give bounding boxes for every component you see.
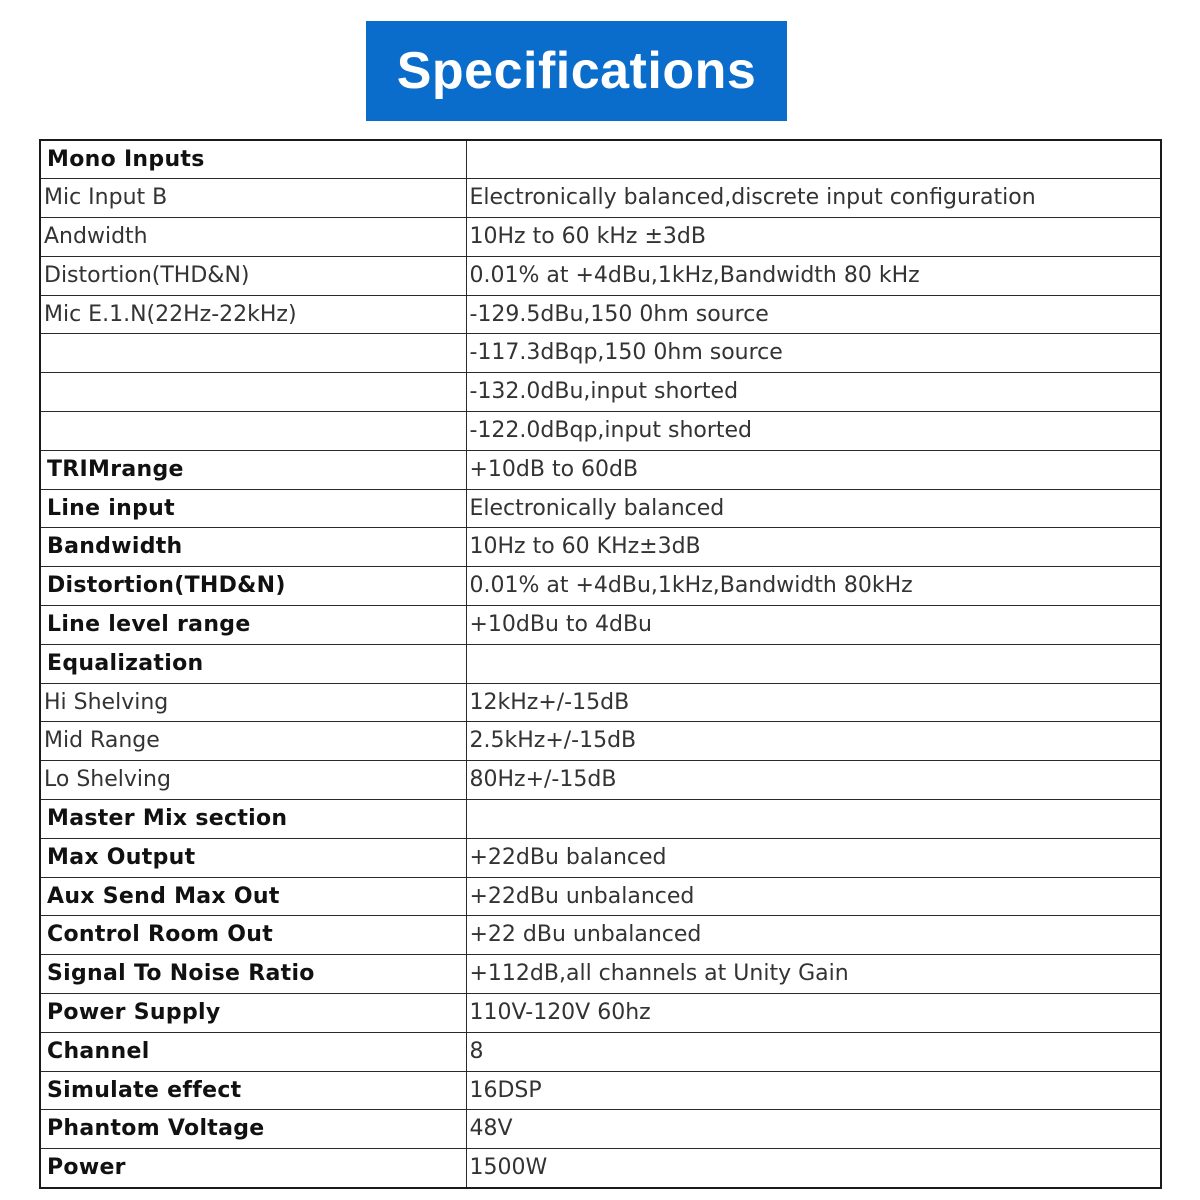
table-row [40, 1110, 1161, 1149]
spec-label: Power Supply [40, 994, 466, 1033]
spec-label: Phantom Voltage [40, 1110, 466, 1149]
table-row [40, 528, 1161, 567]
spec-label: Mono Inputs [40, 140, 466, 179]
table-row [40, 179, 1161, 218]
spec-label: Mic E.1.N(22Hz-22kHz) [40, 295, 466, 334]
spec-label: Control Room Out [40, 916, 466, 955]
table-row [40, 955, 1161, 994]
spec-value: 16DSP [466, 1071, 1161, 1110]
spec-label: Hi Shelving [40, 683, 466, 722]
spec-value: +112dB,all channels at Unity Gain [466, 955, 1161, 994]
table-row [40, 606, 1161, 645]
spec-value: 8 [466, 1032, 1161, 1071]
spec-value: 2.5kHz+/-15dB [466, 722, 1161, 761]
table-row [40, 683, 1161, 722]
spec-label: Distortion(THD&N) [40, 567, 466, 606]
spec-value: -129.5dBu,150 0hm source [466, 295, 1161, 334]
spec-label: TRIMrange [40, 450, 466, 489]
spec-label: Mid Range [40, 722, 466, 761]
spec-value: +10dBu to 4dBu [466, 606, 1161, 645]
page-title: Specifications [366, 21, 787, 121]
spec-label: Mic Input B [40, 179, 466, 218]
table-row [40, 489, 1161, 528]
table-row [40, 1071, 1161, 1110]
spec-value: -122.0dBqp,input shorted [466, 412, 1161, 451]
table-row [40, 295, 1161, 334]
spec-label: Aux Send Max Out [40, 877, 466, 916]
spec-value [466, 644, 1161, 683]
spec-value [466, 140, 1161, 179]
table-row [40, 567, 1161, 606]
spec-value: 12kHz+/-15dB [466, 683, 1161, 722]
spec-value: Electronically balanced,discrete input configuration [466, 179, 1161, 218]
spec-value: 0.01% at +4dBu,1kHz,Bandwidth 80 kHz [466, 256, 1161, 295]
spec-label [40, 412, 466, 451]
table-row [40, 1149, 1161, 1188]
spec-label [40, 373, 466, 412]
table-row [40, 877, 1161, 916]
table-row [40, 334, 1161, 373]
table-row [40, 761, 1161, 800]
table-row [40, 256, 1161, 295]
table-row [40, 373, 1161, 412]
table-row [40, 1032, 1161, 1071]
spec-value: Electronically balanced [466, 489, 1161, 528]
specifications-table [39, 139, 1162, 1189]
table-row [40, 916, 1161, 955]
spec-label: Line input [40, 489, 466, 528]
spec-label: Max Output [40, 838, 466, 877]
spec-label: Signal To Noise Ratio [40, 955, 466, 994]
spec-label: Line level range [40, 606, 466, 645]
spec-value: +22dBu balanced [466, 838, 1161, 877]
spec-value: +22dBu unbalanced [466, 877, 1161, 916]
table-row [40, 450, 1161, 489]
table-row [40, 722, 1161, 761]
table-row [40, 140, 1161, 179]
specifications-table-body [40, 140, 1161, 1188]
spec-value: 10Hz to 60 kHz ±3dB [466, 218, 1161, 257]
spec-value: 48V [466, 1110, 1161, 1149]
spec-label: Power [40, 1149, 466, 1188]
spec-value: 1500W [466, 1149, 1161, 1188]
spec-label: Andwidth [40, 218, 466, 257]
spec-value: +22 dBu unbalanced [466, 916, 1161, 955]
spec-value: 110V-120V 60hz [466, 994, 1161, 1033]
table-row [40, 838, 1161, 877]
spec-label: Distortion(THD&N) [40, 256, 466, 295]
table-row [40, 218, 1161, 257]
spec-value: 10Hz to 60 KHz±3dB [466, 528, 1161, 567]
spec-value: 80Hz+/-15dB [466, 761, 1161, 800]
table-row [40, 800, 1161, 839]
spec-label: Simulate effect [40, 1071, 466, 1110]
spec-label: Channel [40, 1032, 466, 1071]
table-row [40, 412, 1161, 451]
spec-value: +10dB to 60dB [466, 450, 1161, 489]
spec-label [40, 334, 466, 373]
spec-label: Bandwidth [40, 528, 466, 567]
spec-value [466, 800, 1161, 839]
spec-value: -117.3dBqp,150 0hm source [466, 334, 1161, 373]
spec-label: Lo Shelving [40, 761, 466, 800]
spec-label: Master Mix section [40, 800, 466, 839]
table-row [40, 644, 1161, 683]
spec-label: Equalization [40, 644, 466, 683]
spec-value: 0.01% at +4dBu,1kHz,Bandwidth 80kHz [466, 567, 1161, 606]
table-row [40, 994, 1161, 1033]
spec-value: -132.0dBu,input shorted [466, 373, 1161, 412]
